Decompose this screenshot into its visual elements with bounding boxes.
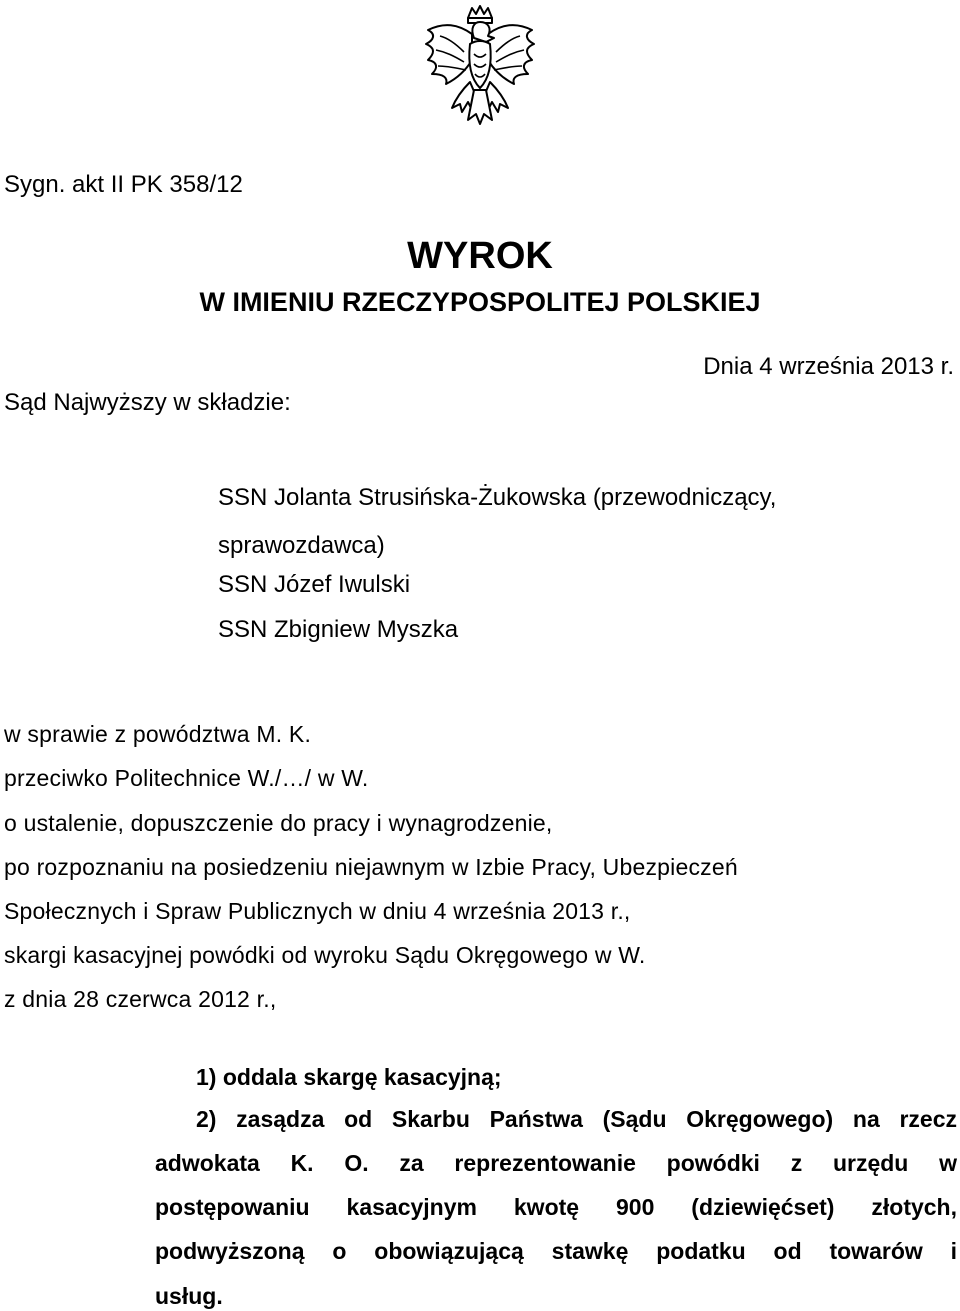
- case-line-3: o ustalenie, dopuszczenie do pracy i wynagrodzenie,: [4, 810, 553, 836]
- case-line-1: w sprawie z powództwa M. K.: [4, 721, 312, 747]
- ruling-item-2-line-4: podwyższoną o obowiązującą stawkę podatku od towarów i: [155, 1238, 957, 1264]
- panel-line-1: SSN Jolanta Strusińska-Żukowska (przewodniczący,: [218, 484, 777, 511]
- panel-line-4: SSN Zbigniew Myszka: [218, 616, 459, 643]
- case-line-4: po rozpoznaniu na posiedzeniu niejawnym w Izbie Pracy, Ubezpieczeń: [4, 854, 738, 880]
- case-line-2: przeciwko Politechnice W./…/ w W.: [4, 765, 369, 791]
- ruling-item-2-line-1: 2) zasądza od Skarbu Państwa (Sądu Okręgowego) na rzecz: [196, 1106, 957, 1132]
- document-subtitle: W IMIENIU RZECZYPOSPOLITEJ POLSKIEJ: [199, 287, 761, 317]
- court-composition-label: Sąd Najwyższy w składzie:: [4, 389, 291, 416]
- judgment-date: Dnia 4 września 2013 r.: [703, 353, 954, 380]
- case-line-6: skargi kasacyjnej powódki od wyroku Sądu Okręgowego w W.: [4, 942, 646, 968]
- document-title: WYROK: [407, 235, 553, 277]
- ruling-item-2-line-3: postępowaniu kasacyjnym kwotę 900 (dziewięćset) złotych,: [155, 1194, 957, 1220]
- case-signature: Sygn. akt II PK 358/12: [4, 171, 243, 198]
- polish-eagle-emblem-icon: [418, 4, 542, 126]
- panel-line-2: sprawozdawca): [218, 532, 385, 559]
- panel-line-3: SSN Józef Iwulski: [218, 571, 411, 598]
- case-line-5: Społecznych i Spraw Publicznych w dniu 4 września 2013 r.,: [4, 898, 631, 924]
- ruling-item-1: 1) oddala skargę kasacyjną;: [196, 1064, 502, 1090]
- ruling-item-2-line-2: adwokata K. O. za reprezentowanie powódki z urzędu w: [155, 1150, 957, 1176]
- case-line-7: z dnia 28 czerwca 2012 r.,: [4, 986, 277, 1012]
- ruling-item-2-line-5: usług.: [155, 1283, 223, 1309]
